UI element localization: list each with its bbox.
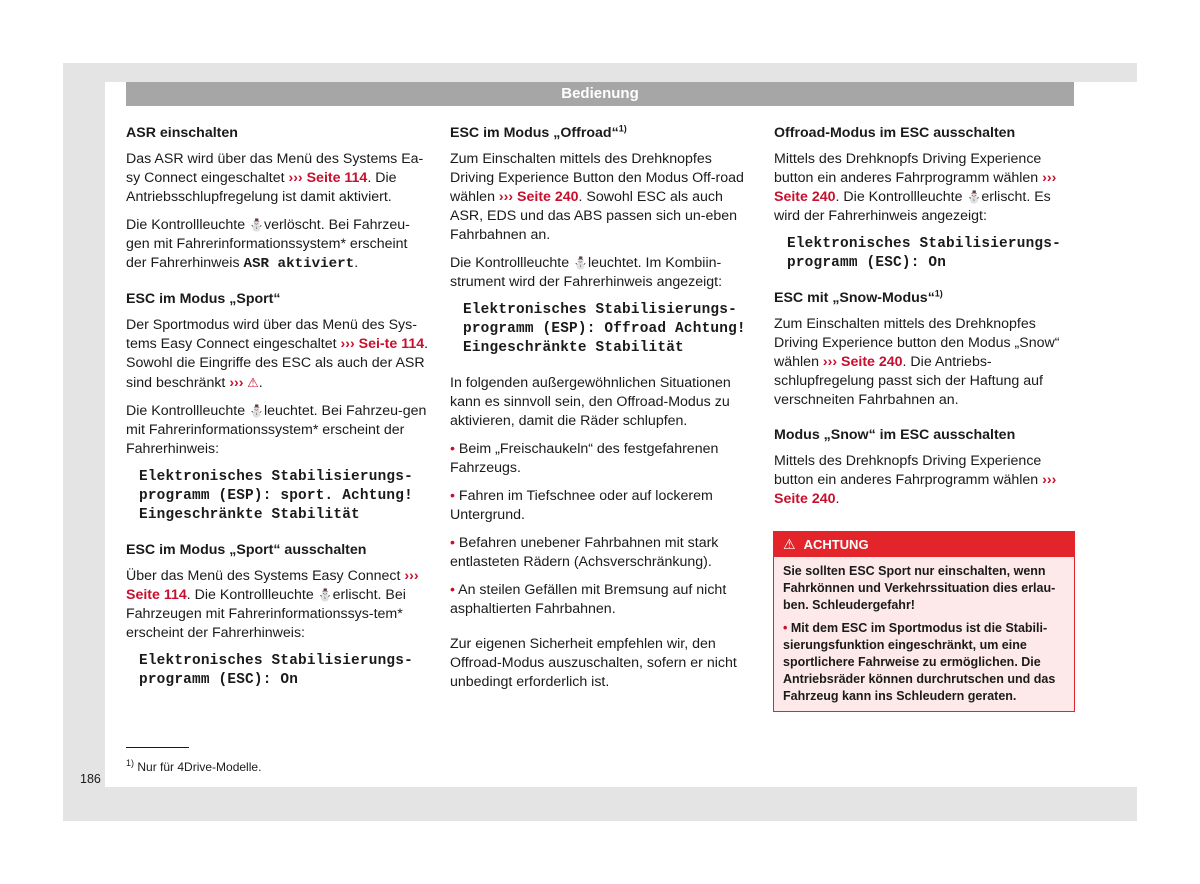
paragraph	[450, 150, 755, 245]
paragraph	[774, 452, 1079, 509]
footnote-marker: 1)	[126, 758, 135, 768]
heading-esc-offroad	[450, 124, 755, 143]
warning-triangle-icon: ⚠	[783, 536, 796, 552]
driver-message-block	[139, 468, 431, 525]
bullet-icon: •	[450, 535, 459, 551]
text: . Die Antriebsschlupfregelung ist damit aktiviert.	[126, 170, 397, 205]
message-line: Eingeschränkte Stabilität	[139, 507, 360, 523]
bullet-icon: •	[783, 621, 791, 635]
text: Über das Menü des Systems Easy Connect	[126, 568, 405, 584]
message-line: programm (ESC): On	[787, 255, 947, 271]
paragraph	[126, 216, 431, 274]
driver-message-block	[787, 235, 1079, 273]
heading-snow-off: Modus „Snow“ im ESC ausschalten	[774, 427, 1016, 443]
page-reference-link[interactable]: ››› Seite 240	[498, 189, 579, 205]
text: erlischt. Es wird der Fahrerhinweis angezeigt:	[774, 189, 1051, 224]
esc-warning-lamp-icon: ⛄	[966, 190, 982, 204]
text: Die Kontrollleuchte	[450, 255, 574, 271]
warning-title: ACHTUNG	[803, 537, 869, 552]
paragraph: Zur eigenen Sicherheit empfehlen wir, den Offroad-Modus auszuschalten, sofern er nicht unbedingt erforderlich ist.	[450, 636, 737, 690]
heading-esc-sport-off: ESC im Modus „Sport“ ausschalten	[126, 542, 367, 558]
warning-header	[774, 532, 1074, 557]
heading-text: ESC im Modus „Offroad“	[450, 125, 619, 141]
list-item	[450, 581, 755, 619]
text: Mittels des Drehknopfs Driving Experience button ein anderes Fahrprogramm wählen	[774, 151, 1043, 186]
column-3	[774, 124, 1079, 518]
esc-warning-lamp-icon: ⛄	[573, 256, 588, 270]
paragraph	[774, 315, 1079, 410]
paragraph	[774, 150, 1079, 226]
heading-esc-snow	[774, 289, 1079, 308]
bullet-icon: •	[450, 488, 459, 504]
column-2	[450, 124, 755, 701]
message-line: Elektronisches Stabilisierungs-	[787, 236, 1061, 252]
paragraph: In folgenden außergewöhnlichen Situationen kann es sinnvoll sein, den Offroad-Modus zu aktivieren, damit die Räder schlupfen.	[450, 375, 731, 429]
warning-triangle-icon: ⚠	[243, 375, 259, 390]
list-item-text: Befahren unebener Fahrbahnen mit stark entlasteten Rädern (Achsverschränkung).	[450, 535, 719, 570]
list-item-text: Beim „Freischaukeln“ des festgefahrenen Fahrzeugs.	[450, 441, 719, 476]
list-item	[450, 487, 755, 525]
message-line: programm (ESP): Offroad Achtung!	[463, 321, 746, 337]
page-reference-link[interactable]: ››› Seite 114	[126, 568, 419, 603]
page-reference-link[interactable]: ››› Seite 114	[288, 170, 368, 186]
message-line: Eingeschränkte Stabilität	[463, 340, 684, 356]
list-item	[450, 534, 755, 572]
text: . Die Antriebs-schlupfregelung passt sich der Haftung auf verschneiten Fahrbahnen an.	[774, 354, 1043, 408]
paragraph	[126, 402, 431, 459]
driver-message-inline: ASR aktiviert	[243, 256, 355, 272]
text: .	[354, 255, 359, 271]
message-line: Elektronisches Stabilisierungs-	[139, 653, 413, 669]
text: . Die Kontrollleuchte	[186, 587, 318, 603]
text: . Sowohl ESC als auch ASR, EDS und das ABS passen sich un-eben Fahrbahnen an.	[450, 189, 738, 243]
page-reference-link[interactable]: ››› Seite 240	[774, 472, 1057, 507]
section-header: Bedienung	[126, 82, 1074, 106]
driver-message-block	[139, 652, 431, 690]
paragraph	[126, 567, 431, 643]
footnote-divider	[126, 747, 189, 748]
text: .	[835, 491, 840, 507]
warning-body	[774, 557, 1074, 705]
footnote-marker: 1)	[618, 123, 627, 134]
driver-message-block	[463, 301, 755, 358]
page-reference-link[interactable]: ››› Seite 240	[822, 354, 903, 370]
text: Die Kontrollleuchte	[126, 217, 250, 233]
warning-reference-link[interactable]: ›››	[229, 375, 244, 391]
esc-warning-lamp-icon: ⛄	[249, 218, 264, 232]
page-reference-link[interactable]: ››› Seite 240	[774, 170, 1057, 205]
message-line: Elektronisches Stabilisierungs-	[139, 469, 413, 485]
warning-list-item	[783, 620, 1065, 705]
footnote-text: Nur für 4Drive-Modelle.	[137, 760, 262, 774]
page-number: 186	[80, 772, 101, 786]
text: . Sowohl die Eingriffe des ESC als auch der ASR sind beschränkt	[126, 336, 429, 391]
paragraph	[126, 150, 431, 207]
paragraph: Der Sportmodus wird über das Menü des Sys-tems Easy Connect eingeschaltet ››› Sei-te 114. Sowohl die Eingriffe des ESC als auch der ASR sind beschränkt ››› ⚠.	[126, 317, 429, 391]
esc-warning-lamp-icon: ⛄	[249, 404, 264, 418]
list-item	[450, 440, 755, 478]
text: Mittels des Drehknopfs Driving Experience button ein anderes Fahrprogramm wählen	[774, 453, 1043, 488]
bullet-icon: •	[450, 441, 459, 457]
text: Zum Einschalten mittels des Drehknopfes Driving Experience button den Modus „Snow“ wählen	[774, 316, 1060, 370]
message-line: programm (ESP): sport. Achtung!	[139, 488, 413, 504]
message-line: programm (ESC): On	[139, 672, 299, 688]
text: Die Kontrollleuchte	[126, 403, 250, 419]
footnote	[126, 760, 261, 774]
heading-offroad-off: Offroad-Modus im ESC ausschalten	[774, 125, 1016, 141]
warning-box	[773, 531, 1075, 712]
message-line: Elektronisches Stabilisierungs-	[463, 302, 737, 318]
text: Der Sportmodus wird über das Menü des Sys-tems Easy Connect eingeschaltet	[126, 317, 417, 352]
text: Das ASR wird über das Menü des Systems Ea-sy Connect eingeschaltet	[126, 151, 424, 186]
text: . Die Kontrollleuchte	[835, 189, 967, 205]
page-reference-link[interactable]: ››› Sei-te 114	[340, 336, 425, 352]
text: erlischt. Bei Fahrzeugen mit Fahrerinformationssys-tem* erscheint der Fahrerhinweis:	[126, 587, 406, 641]
heading-esc-sport: ESC im Modus „Sport“	[126, 291, 281, 307]
text: leuchtet. Im Kombiin-strument wird der Fahrerhinweis angezeigt:	[450, 255, 723, 290]
paragraph	[450, 254, 755, 292]
column-1	[126, 124, 431, 706]
heading-text: ESC mit „Snow-Modus“	[774, 290, 935, 306]
text: leuchtet. Bei Fahrzeu-gen mit Fahrerinformationssystem* erscheint der Fahrerhinweis:	[126, 403, 427, 457]
list-item-text: An steilen Gefällen mit Bremsung auf nicht asphaltierten Fahrbahnen.	[450, 582, 727, 617]
esc-warning-lamp-icon: ⛄	[317, 588, 333, 602]
warning-text: Mit dem ESC im Sportmodus ist die Stabili-sierungsfunktion eingeschränkt, um eine sportlichere Fahrweise zu ermöglichen. Die Antriebsräder können durchrutschen und das Fahrzeug kann ins Schleudern geraten.	[783, 621, 1056, 703]
text: verlöscht. Bei Fahrzeu-gen mit Fahrerinformationssystem* erscheint der Fahrerhinweis	[126, 217, 410, 271]
heading-asr-on: ASR einschalten	[126, 125, 238, 141]
warning-text: Sie sollten ESC Sport nur einschalten, wenn Fahrkönnen und Verkehrssituation dies erlau-ben. Schleudergefahr!	[783, 564, 1056, 612]
list-item-text: Fahren im Tiefschnee oder auf lockerem Untergrund.	[450, 488, 713, 523]
text: Zum Einschalten mittels des Drehknopfes Driving Experience Button den Modus Off-road wählen	[450, 151, 744, 205]
footnote-marker: 1)	[934, 288, 943, 299]
bullet-icon: •	[450, 582, 459, 598]
